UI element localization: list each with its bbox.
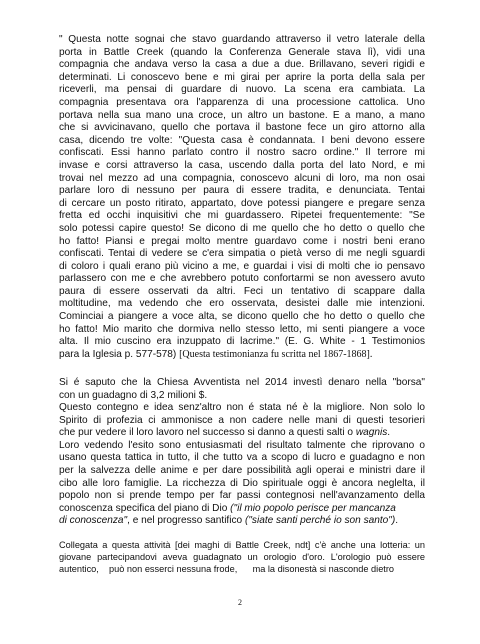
text-line [59,503,425,516]
italic-quote: ("siate santi perché io son santo") [244,515,396,527]
text-line: Loro vedendo l'esito sono entusiasmati del risultato talmente che riprovano o [59,439,425,451]
text-line: parlare loro di nessuno per paura di essere tradita, e denunciata. Tentai [59,185,425,197]
body-paragraph [59,539,425,575]
text-line: di cercare un posto ritirato, appartato, dove potessi piangere e pregare senza [59,197,425,209]
emphasis-word: wagnis [355,427,388,439]
text-line: Collegata a questa attività [dei maghi di Battle Creek, ndt] c'è anche una lotteria: un [59,540,425,550]
text-line: casa, dicendo tre volte: "Questa casa è condannata. I beni devono essere [59,134,425,146]
editor-note: [Questa testimonianza fu scritta nel 1867-1868]. [179,348,373,360]
text-line: compagnia presentava ora l'apparenza di una processione cattolica. Uno [59,96,425,108]
page-number: 2 [238,598,242,607]
text-line: ho fatto! Piansi e pregai molto mentre guardavo come i nostri beni erano [59,235,425,247]
text-line: che si avvicinavano, quello che portava il bastone fece un giro attorno alla [59,122,425,134]
text-line: di coloro i quali erano più vicino a me, e guardai i visi di molti che io pensavo [59,260,425,272]
text-line: Si é saputo che la Chiesa Avventista nel 2014 investì denaro nella "borsa" [59,377,425,388]
text-line: porta in Battle Creek (quando la Conferenza Generale stava lì), vidi una [59,46,425,58]
punctuation: . [387,427,391,439]
body-paragraph [59,377,425,402]
text-line: parlassero con me e che avrebbero potuto confortarmi se non avessero avuto [59,273,425,285]
text-line: alta. Il mio cuscino era inzuppato di lacrime." (E. G. White - 1 Testimonios [59,336,425,348]
text-line: ho fatto! Mio marito che dormiva nello stesso letto, mi senti piangere a voce [59,323,425,335]
text-fragment: che pur vedere il loro lavoro nel successo si danno a questi salti o [59,427,354,439]
punctuation: . [395,515,399,527]
italic-quote: di conoscenza" [59,515,128,527]
text-line: Questo contegno e idea senz'altro non é stata né è la migliore. Non solo lo [59,402,425,413]
text-line: autentico, può non esserci nessuna frode, ma la disonestà si nasconde dietro [59,564,395,574]
text-fragment: conoscenza specifica del piano di Dio [59,502,228,514]
text-line [59,349,425,362]
text-line: paura di essere osservati da altri. Feci un tentativo di scappare dalla [59,285,425,297]
text-line [59,515,425,528]
citation: para la Iglesia p. 577-578) [59,348,177,360]
text-line: per la salvezza delle anime e per dare possibilità agli operai e ministri dare il [59,464,425,476]
text-line: popolo non si prende tempo per far passi contegnosi nell'avanzamento della [59,490,425,502]
text-line: confiscati. Tentai di vedere se c'era simpatia o pietà verso di me negli sguardi [59,248,425,260]
text-line: determinati. Li conoscevo bene e mi girai per aprire la porta della sala per [59,71,425,83]
text-line [59,427,425,440]
text-line: portava nella sua mano una croce, un altro un bastone. E a mano, a mano [59,109,425,121]
text-line: usano questa tattica in tutto, il che tutto va a scopo di lucro e guadagno e non [59,452,425,464]
text-line: confiscati. Essi hanno parlato contro il nostro sacro ordine." Il terrore mi [59,147,425,159]
body-paragraph [59,402,425,528]
text-line: Spirito di profezia ci ammonisce a non cadere nelle mani di questi tesorieri [59,414,425,426]
text-line: solo potessi capire questo! Se dicono di me quello che ho detto o quello che [59,222,425,234]
text-line: compagnia che andava verso la casa a due a due. Brillavano, severi rigidi e [59,59,425,71]
text-line: fretta ed occhi inquisitivi che mi guardassero. Ripetei frequentemente: "Se [59,210,425,222]
text-line: " Questa notte sognai che stavo guardando attraverso il vetro laterale della [59,34,425,45]
text-line: giovane partecipandovi aveva guadagnato un orologio d'oro. L'orologio può essere [59,552,425,562]
text-line: riceverli, ma pensai di guardare di nuovo. La scena era cambiata. La [59,84,425,96]
text-line: invase e corsi attraverso la casa, uscendo dalla porta del lato Nord, e mi [59,159,425,171]
italic-quote: ("il mio popolo perisce per mancanza [230,502,396,514]
text-fragment: , e nel progresso santifico [127,515,243,527]
text-line: Cominciai a piangere a voce alta, se dicono quello che ho detto o quello che [59,311,425,323]
quote-paragraph [59,34,425,361]
text-line: trovai nel mezzo ad una compagnia, conoscevo alcuni di loro, ma non osai [59,172,425,184]
text-line: cibo alle loro famiglie. La ricchezza di Dio spirituale oggi è ancora neglelta, il [59,477,425,489]
text-line: moltitudine, ma vedendo che ero osservata, desistei dalle mie intenzioni. [59,298,425,310]
text-line: con un guadagno di 3,2 milioni $. [59,389,208,401]
